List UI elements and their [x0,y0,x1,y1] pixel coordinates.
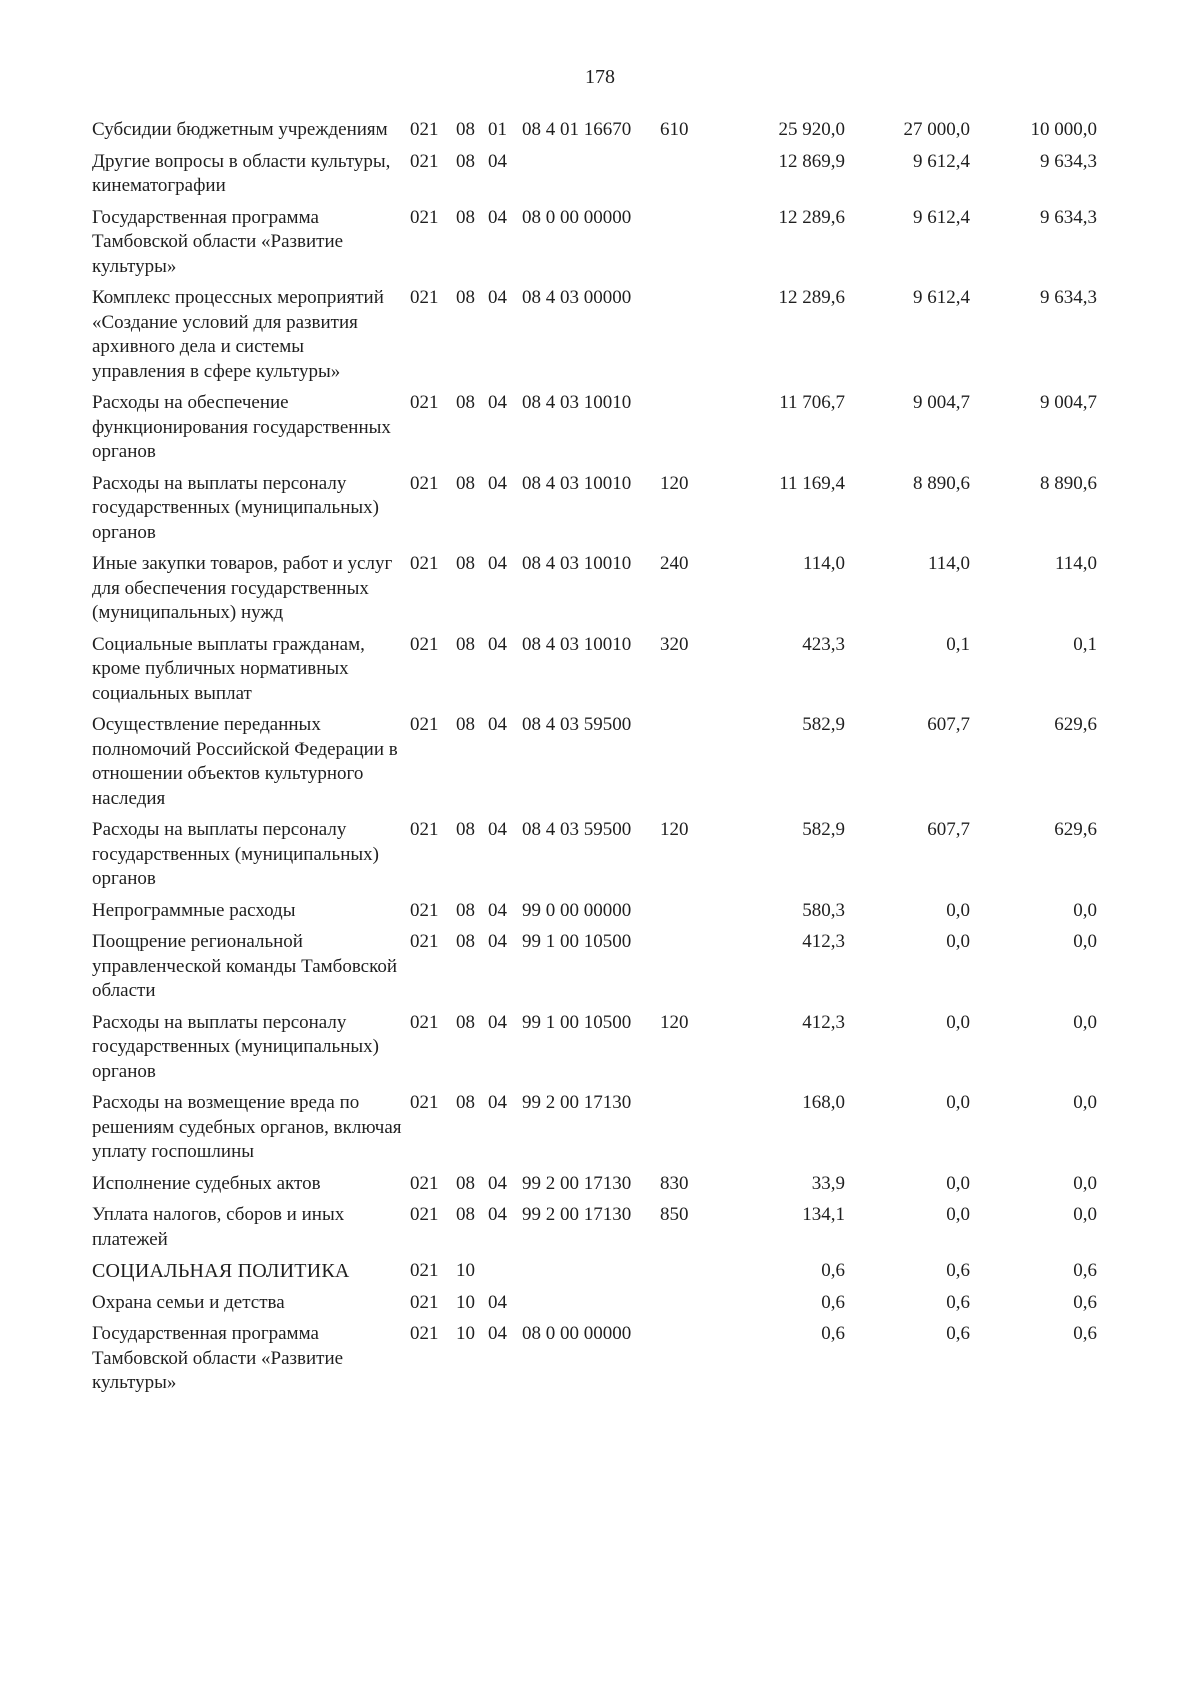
row-grbs-code: 021 [410,931,439,952]
row-amount-3: 0,1 [1073,633,1097,655]
row-amount-3: 0,6 [1073,1260,1097,1281]
row-target-article-code: 08 4 03 59500 [522,819,632,840]
row-amount-1: 582,9 [802,714,845,735]
row-subsection-code: 04 [488,472,507,494]
row-amount-2: 0,6 [946,1291,970,1313]
row-amount-3: 9 004,7 [1040,392,1097,413]
table-row [92,391,1097,472]
row-section-code: 10 [456,1323,475,1344]
row-target-article-code: 08 0 00 00000 [522,1323,632,1344]
row-expense-type-code: 320 [660,633,689,655]
table-row [92,286,1097,391]
row-grbs-code: 021 [410,714,439,735]
row-target-article-code: 08 4 03 10010 [522,392,632,413]
row-target-article-code: 08 0 00 00000 [522,206,632,228]
row-name: Государственная программа Тамбовской области «Развитие культуры» [92,1323,344,1393]
row-subsection-code: 04 [488,150,507,172]
row-section-code: 08 [456,287,475,308]
row-amount-3: 8 890,6 [1040,472,1097,494]
row-grbs-code: 021 [410,1291,439,1313]
row-section-code: 08 [456,1172,475,1194]
row-subsection-code: 04 [488,392,507,413]
row-amount-1: 0,6 [821,1291,845,1313]
row-name: Осуществление переданных полномочий Российской Федерации в отношении объектов культурного наследия [92,714,398,809]
row-target-article-code: 99 1 00 10500 [522,931,632,952]
row-amount-1: 580,3 [802,899,845,921]
row-expense-type-code: 120 [660,819,689,840]
row-section-code: 08 [456,819,475,840]
row-target-article-code [522,150,660,206]
row-amount-1: 412,3 [802,931,845,952]
row-grbs-code: 021 [410,287,439,308]
row-subsection-code: 04 [488,899,507,921]
page-number: 178 [585,66,615,88]
table-row [92,930,1097,1011]
row-amount-1: 0,6 [821,1323,845,1344]
row-expense-type-code [660,899,720,931]
row-amount-2: 9 612,4 [913,150,970,172]
row-name: Расходы на выплаты персоналу государственных (муниципальных) органов [92,1011,379,1082]
row-expense-type-code: 850 [660,1204,689,1225]
row-amount-3: 0,0 [1073,1172,1097,1194]
row-name: Расходы на возмещение вреда по решениям судебных органов, включая уплату госпошлины [92,1092,402,1162]
row-section-code: 10 [456,1260,475,1281]
row-amount-1: 12 289,6 [778,206,845,228]
row-section-code: 08 [456,119,475,140]
table-row [92,633,1097,714]
row-amount-1: 168,0 [802,1092,845,1113]
row-target-article-code: 99 0 00 00000 [522,899,632,921]
row-target-article-code: 08 4 01 16670 [522,119,632,140]
row-expense-type-code [660,713,720,818]
row-amount-2: 0,0 [946,899,970,921]
row-amount-2: 0,0 [946,1011,970,1033]
row-name: Другие вопросы в области культуры, кинематографии [92,150,391,196]
row-target-article-code: 99 2 00 17130 [522,1092,632,1113]
row-grbs-code: 021 [410,206,439,228]
table-row [92,1322,1097,1403]
row-expense-type-code: 830 [660,1172,689,1194]
table-row [92,118,1097,150]
row-amount-1: 582,9 [802,819,845,840]
row-amount-3: 0,0 [1073,899,1097,921]
row-amount-3: 0,6 [1073,1323,1097,1344]
row-amount-3: 0,0 [1073,1204,1097,1225]
row-grbs-code: 021 [410,633,439,655]
table-row [92,818,1097,899]
row-grbs-code: 021 [410,899,439,921]
row-amount-1: 114,0 [802,553,845,574]
row-amount-1: 423,3 [802,633,845,655]
row-section-code: 08 [456,931,475,952]
row-section-code: 08 [456,553,475,574]
row-subsection-code: 04 [488,633,507,655]
row-subsection-code: 04 [488,553,507,574]
row-subsection-code: 04 [488,1011,507,1033]
row-target-article-code: 08 4 03 10010 [522,472,632,494]
row-amount-1: 33,9 [811,1172,845,1194]
row-name: СОЦИАЛЬНАЯ ПОЛИТИКА [92,1260,350,1282]
row-grbs-code: 021 [410,472,439,494]
row-grbs-code: 021 [410,1092,439,1113]
row-grbs-code: 021 [410,553,439,574]
row-expense-type-code: 610 [660,119,689,140]
table-row [92,150,1097,206]
row-expense-type-code [660,1291,720,1323]
row-name: Непрограммные расходы [92,899,296,921]
row-amount-1: 25 920,0 [778,119,845,140]
table-row [92,552,1097,633]
table-row [92,1091,1097,1172]
row-subsection-code [488,1259,522,1291]
row-expense-type-code [660,930,720,1011]
row-amount-2: 0,1 [946,633,970,655]
budget-table [92,118,1097,1403]
row-grbs-code: 021 [410,1204,439,1225]
row-grbs-code: 021 [410,150,439,172]
row-grbs-code: 021 [410,119,439,140]
row-expense-type-code [660,391,720,472]
row-target-article-code: 99 1 00 10500 [522,1011,632,1033]
row-subsection-code: 04 [488,1172,507,1194]
table-row [92,206,1097,287]
row-amount-3: 0,0 [1073,1011,1097,1033]
row-name: Исполнение судебных актов [92,1172,321,1194]
row-amount-2: 607,7 [927,819,970,840]
row-section-code: 08 [456,633,475,655]
row-name: Комплекс процессных мероприятий «Создание условий для развития архивного дела и системы управления в сфере культуры» [92,287,384,382]
row-name: Расходы на выплаты персоналу государственных (муниципальных) органов [92,472,379,543]
row-amount-2: 8 890,6 [913,472,970,494]
row-target-article-code [522,1291,660,1323]
row-expense-type-code: 120 [660,1011,689,1033]
row-amount-2: 0,0 [946,1092,970,1113]
row-section-code: 08 [456,206,475,228]
row-expense-type-code [660,1322,720,1403]
row-amount-2: 9 612,4 [913,206,970,228]
row-amount-2: 27 000,0 [903,119,970,140]
row-name: Расходы на выплаты персоналу государственных (муниципальных) органов [92,819,379,889]
row-subsection-code: 01 [488,119,507,140]
table-row [92,713,1097,818]
row-expense-type-code [660,286,720,391]
row-grbs-code: 021 [410,819,439,840]
row-section-code: 08 [456,1092,475,1113]
row-amount-1: 11 706,7 [779,392,845,413]
row-name: Расходы на обеспечение функционирования государственных органов [92,392,391,462]
row-amount-2: 0,6 [946,1260,970,1281]
row-amount-2: 0,6 [946,1323,970,1344]
row-section-code: 08 [456,714,475,735]
row-amount-3: 629,6 [1054,819,1097,840]
row-grbs-code: 021 [410,1323,439,1344]
row-target-article-code: 08 4 03 59500 [522,714,632,735]
row-amount-1: 12 869,9 [778,150,845,172]
row-section-code: 08 [456,1011,475,1033]
row-amount-2: 114,0 [927,553,970,574]
row-target-article-code: 99 2 00 17130 [522,1204,632,1225]
row-amount-2: 0,0 [946,1172,970,1194]
row-name: Социальные выплаты гражданам, кроме публичных нормативных социальных выплат [92,633,365,704]
row-section-code: 08 [456,899,475,921]
row-amount-3: 9 634,3 [1040,287,1097,308]
row-subsection-code: 04 [488,714,507,735]
row-amount-2: 0,0 [946,931,970,952]
row-subsection-code: 04 [488,819,507,840]
row-amount-2: 9 612,4 [913,287,970,308]
row-expense-type-code [660,1259,720,1291]
row-subsection-code: 04 [488,1291,507,1313]
row-name: Государственная программа Тамбовской области «Развитие культуры» [92,206,344,277]
row-amount-1: 11 169,4 [779,472,845,494]
row-target-article-code: 99 2 00 17130 [522,1172,632,1194]
table-row [92,1203,1097,1259]
row-amount-1: 134,1 [802,1204,845,1225]
row-name: Иные закупки товаров, работ и услуг для обеспечения государственных (муниципальных) нужд [92,553,393,623]
row-section-code: 10 [456,1291,475,1313]
row-target-article-code: 08 4 03 10010 [522,633,632,655]
row-section-code: 08 [456,392,475,413]
row-expense-type-code [660,150,720,206]
row-grbs-code: 021 [410,1260,439,1281]
row-amount-3: 10 000,0 [1030,119,1097,140]
table-row [92,1291,1097,1323]
row-expense-type-code: 120 [660,472,689,494]
row-amount-1: 12 289,6 [778,287,845,308]
row-amount-3: 629,6 [1054,714,1097,735]
row-target-article-code [522,1259,660,1291]
row-section-code: 08 [456,150,475,172]
row-amount-2: 9 004,7 [913,392,970,413]
table-row [92,1011,1097,1092]
row-expense-type-code [660,1091,720,1172]
row-subsection-code: 04 [488,287,507,308]
row-name: Охрана семьи и детства [92,1291,285,1313]
row-section-code: 08 [456,1204,475,1225]
row-target-article-code: 08 4 03 10010 [522,553,632,574]
table-row [92,472,1097,553]
row-amount-2: 0,0 [946,1204,970,1225]
row-amount-3: 0,6 [1073,1291,1097,1313]
row-amount-3: 0,0 [1073,1092,1097,1113]
row-amount-3: 0,0 [1073,931,1097,952]
row-section-code: 08 [456,472,475,494]
table-row [92,1172,1097,1204]
row-amount-3: 114,0 [1054,553,1097,574]
row-subsection-code: 04 [488,1204,507,1225]
row-amount-3: 9 634,3 [1040,150,1097,172]
table-body [92,118,1097,1403]
row-amount-1: 412,3 [802,1011,845,1033]
row-subsection-code: 04 [488,1092,507,1113]
row-grbs-code: 021 [410,1011,439,1033]
row-amount-2: 607,7 [927,714,970,735]
row-subsection-code: 04 [488,1323,507,1344]
row-grbs-code: 021 [410,392,439,413]
table-row [92,899,1097,931]
row-amount-1: 0,6 [821,1260,845,1281]
row-subsection-code: 04 [488,206,507,228]
row-expense-type-code [660,206,720,287]
row-name: Субсидии бюджетным учреждениям [92,119,388,140]
table-row [92,1259,1097,1291]
row-target-article-code: 08 4 03 00000 [522,287,632,308]
row-name: Поощрение региональной управленческой команды Тамбовской области [92,931,398,1001]
row-subsection-code: 04 [488,931,507,952]
row-grbs-code: 021 [410,1172,439,1194]
row-amount-3: 9 634,3 [1040,206,1097,228]
row-name: Уплата налогов, сборов и иных платежей [92,1204,345,1250]
row-expense-type-code: 240 [660,553,689,574]
